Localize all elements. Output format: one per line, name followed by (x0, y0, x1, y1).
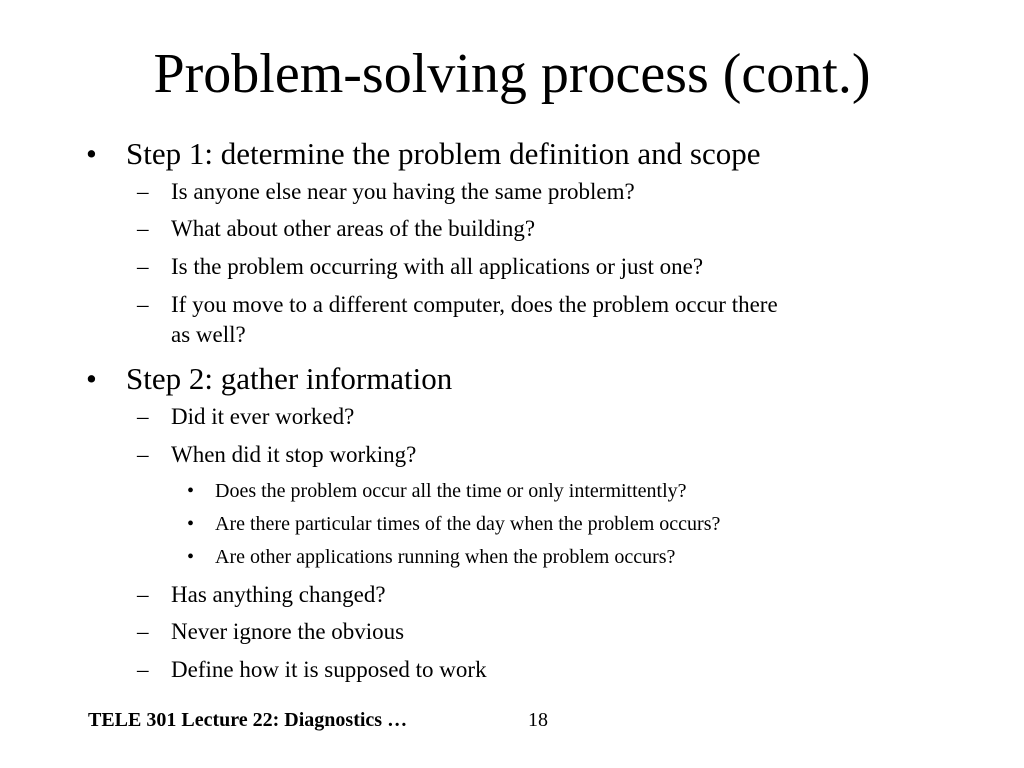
dash-marker: – (137, 582, 149, 607)
sub-sub-bullet (187, 478, 687, 504)
sub-bullet-continuation (171, 320, 246, 350)
sub-bullet-text: If you move to a different computer, does the problem occur there (171, 292, 778, 317)
sub-bullet (137, 214, 536, 244)
bullet-text: Step 2: gather information (126, 361, 453, 396)
sub-bullet (137, 617, 405, 647)
sub-bullet-text: Is the problem occurring with all applications or just one? (171, 254, 704, 279)
sub-bullet-text: Never ignore the obvious (171, 619, 405, 644)
page-number: 18 (528, 709, 548, 731)
sub-bullet-text: Define how it is supposed to work (171, 657, 487, 682)
sub-bullet-text: When did it stop working? (171, 442, 417, 467)
footer-title: TELE 301 Lecture 22: Diagnostics … (88, 709, 408, 731)
dash-marker: – (137, 216, 149, 241)
sub-bullet (137, 177, 635, 207)
dash-marker: – (137, 619, 149, 644)
dash-marker: – (137, 442, 149, 467)
sub-bullet (137, 440, 417, 470)
sub-sub-bullet-text: Are there particular times of the day when the problem occurs? (215, 513, 721, 535)
sub-bullet-text: Has anything changed? (171, 582, 386, 607)
sub-bullet-text: Is anyone else near you having the same problem? (171, 179, 635, 204)
sub-bullet (137, 252, 704, 282)
sub-sub-bullet-text: Are other applications running when the problem occurs? (215, 546, 676, 568)
bullet-marker: • (187, 513, 195, 535)
bullet-marker: • (86, 361, 97, 396)
sub-bullet-text: Did it ever worked? (171, 404, 355, 429)
bullet-step-2 (86, 361, 453, 397)
bullet-text: Step 1: determine the problem definition and scope (126, 136, 761, 171)
dash-marker: – (137, 657, 149, 682)
bullet-step-1 (86, 136, 761, 172)
dash-marker: – (137, 179, 149, 204)
bullet-marker: • (187, 546, 195, 568)
sub-sub-bullet-text: Does the problem occur all the time or only intermittently? (215, 480, 687, 502)
sub-sub-bullet (187, 511, 721, 537)
bullet-marker: • (86, 136, 97, 171)
sub-bullet-text: What about other areas of the building? (171, 216, 536, 241)
dash-marker: – (137, 292, 149, 317)
sub-bullet (137, 290, 778, 320)
slide-title: Problem-solving process (cont.) (153, 43, 871, 105)
sub-bullet (137, 655, 487, 685)
sub-bullet (137, 402, 355, 432)
bullet-marker: • (187, 480, 195, 502)
dash-marker: – (137, 404, 149, 429)
sub-sub-bullet (187, 544, 676, 570)
dash-marker: – (137, 254, 149, 279)
sub-bullet-text: as well? (171, 322, 246, 347)
sub-bullet (137, 580, 386, 610)
